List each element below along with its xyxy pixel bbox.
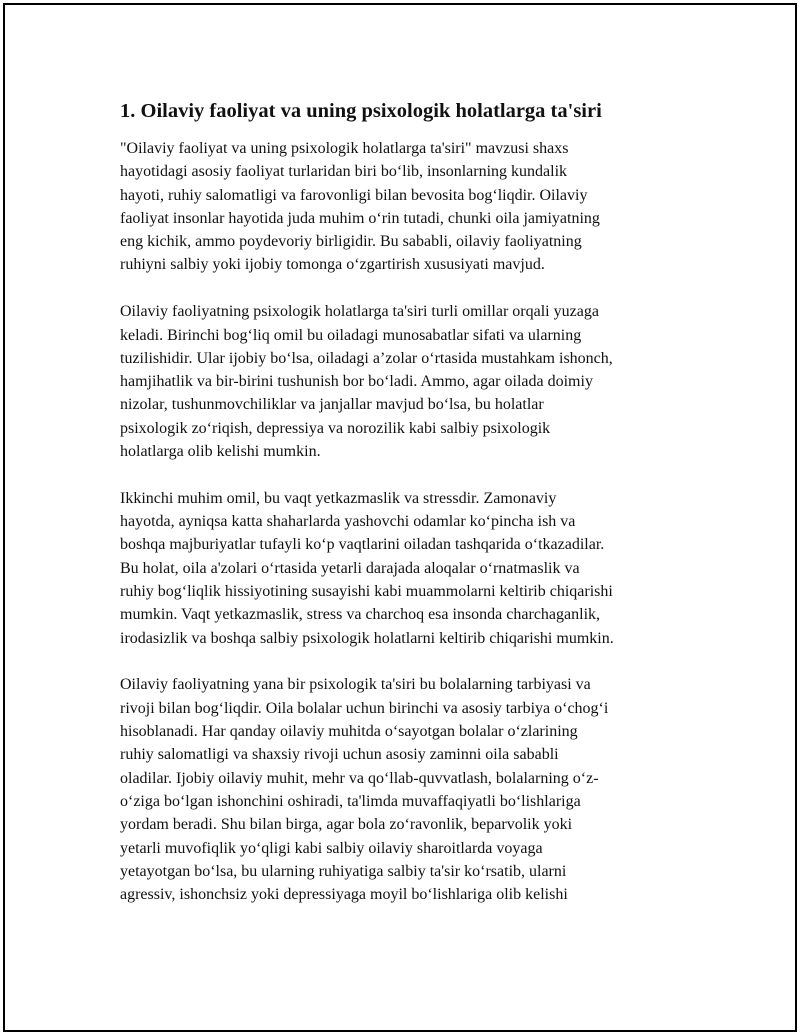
paragraph-line: boshqa majburiyatlar tufayli ko‘p vaqtlarini oiladan tashqarida o‘tkazadilar.: [120, 536, 605, 554]
paragraph-line: mumkin. Vaqt yetkazmaslik, stress va charchoq esa insonda charchaganlik,: [120, 606, 601, 624]
paragraph-line: o‘ziga bo‘lgan ishonchini oshiradi, ta'limda muvaffaqiyatli bo‘lishlariga: [120, 792, 581, 810]
paragraph-line: ruhiyni salbiy yoki ijobiy tomonga o‘zgartirish xususiyati mavjud.: [120, 256, 545, 274]
paragraph-line: yordam beradi. Shu bilan birga, agar bola zo‘ravonlik, beparvolik yoki: [120, 816, 573, 834]
paragraph-line: eng kichik, ammo poydevoriy birligidir. Bu sababli, oilaviy faoliyatning: [120, 233, 582, 251]
section-heading: 1. Oilaviy faoliyat va uning psixologik holatlarga ta'siri: [120, 100, 602, 122]
paragraph-line: hisoblanadi. Har qanday oilaviy muhitda o‘sayotgan bolalar o‘zlarining: [120, 723, 578, 741]
paragraph-line: Oilaviy faoliyatning yana bir psixologik ta'siri bu bolalarning tarbiyasi va: [120, 676, 591, 694]
paragraph-line: tuzilishidir. Ular ijobiy bo‘lsa, oiladagi a’zolar o‘rtasida mustahkam ishonch,: [120, 349, 613, 367]
paragraph-line: hayotidagi asosiy faoliyat turlaridan biri bo‘lib, insonlarning kundalik: [120, 163, 568, 181]
paragraph-3: [120, 487, 685, 650]
paragraph-line: "Oilaviy faoliyat va uning psixologik holatlarga ta'siri" mavzusi shaxs: [120, 140, 569, 157]
page-frame: [3, 3, 797, 1032]
paragraph-line: yetayotgan bo‘lsa, bu ularning ruhiyatiga salbiy ta'sir ko‘rsatib, ularni: [120, 862, 567, 880]
paragraph-line: irodasizlik va boshqa salbiy psixologik holatlarni keltirib chiqarishi mumkin.: [120, 629, 614, 647]
paragraph-4: [120, 673, 685, 906]
paragraph-line: keladi. Birinchi bog‘liq omil bu oiladagi munosabatlar sifati va ularning: [120, 326, 582, 344]
paragraph-line: hayoti, ruhiy salomatligi va farovonligi bilan bevosita bog‘liqdir. Oilaviy: [120, 186, 588, 204]
paragraph-line: holatlarga olib kelishi mumkin.: [120, 443, 321, 461]
paragraph-line: rivoji bilan bog‘liqdir. Oila bolalar uchun birinchi va asosiy tarbiya o‘chog‘i: [120, 699, 609, 717]
paragraph-line: Ikkinchi muhim omil, bu vaqt yetkazmaslik va stressdir. Zamonaviy: [120, 489, 557, 507]
paragraph-line: hayotda, ayniqsa katta shaharlarda yashovchi odamlar ko‘pincha ish va: [120, 513, 576, 531]
paragraph-1: [120, 137, 685, 277]
paragraph-line: oladilar. Ijobiy oilaviy muhit, mehr va qo‘llab-quvvatlash, bolalarning o‘z-: [120, 769, 599, 787]
paragraph-line: ruhiy salomatligi va shaxsiy rivoji uchun asosiy zaminni oila sababli: [120, 746, 559, 764]
paragraph-line: nizolar, tushunmovchiliklar va janjallar mavjud bo‘lsa, bu holatlar: [120, 396, 544, 414]
paragraph-line: Oilaviy faoliyatning psixologik holatlarga ta'siri turli omillar orqali yuzaga: [120, 303, 599, 321]
paragraph-line: psixologik zo‘riqish, depressiya va norozilik kabi salbiy psixologik: [120, 419, 551, 437]
paragraph-line: agressiv, ishonchsiz yoki depressiyaga moyil bo‘lishlariga olib kelishi: [120, 886, 568, 904]
paragraph-line: faoliyat insonlar hayotida juda muhim o‘rin tutadi, chunki oila jamiyatning: [120, 209, 600, 227]
document-body: [120, 97, 685, 930]
paragraph-line: hamjihatlik va bir-birini tushunish bor bo‘ladi. Ammo, agar oilada doimiy: [120, 373, 593, 391]
paragraph-line: yetarli muvofiqlik yo‘qligi kabi salbiy oilaviy sharoitlarda voyaga: [120, 839, 543, 857]
paragraph-line: ruhiy bog‘liqlik hissiyotining susayishi kabi muammolarni keltirib chiqarishi: [120, 583, 613, 601]
paragraph-2: [120, 300, 685, 463]
paragraph-line: Bu holat, oila a'zolari o‘rtasida yetarli darajada aloqalar o‘rnatmaslik va: [120, 559, 580, 577]
